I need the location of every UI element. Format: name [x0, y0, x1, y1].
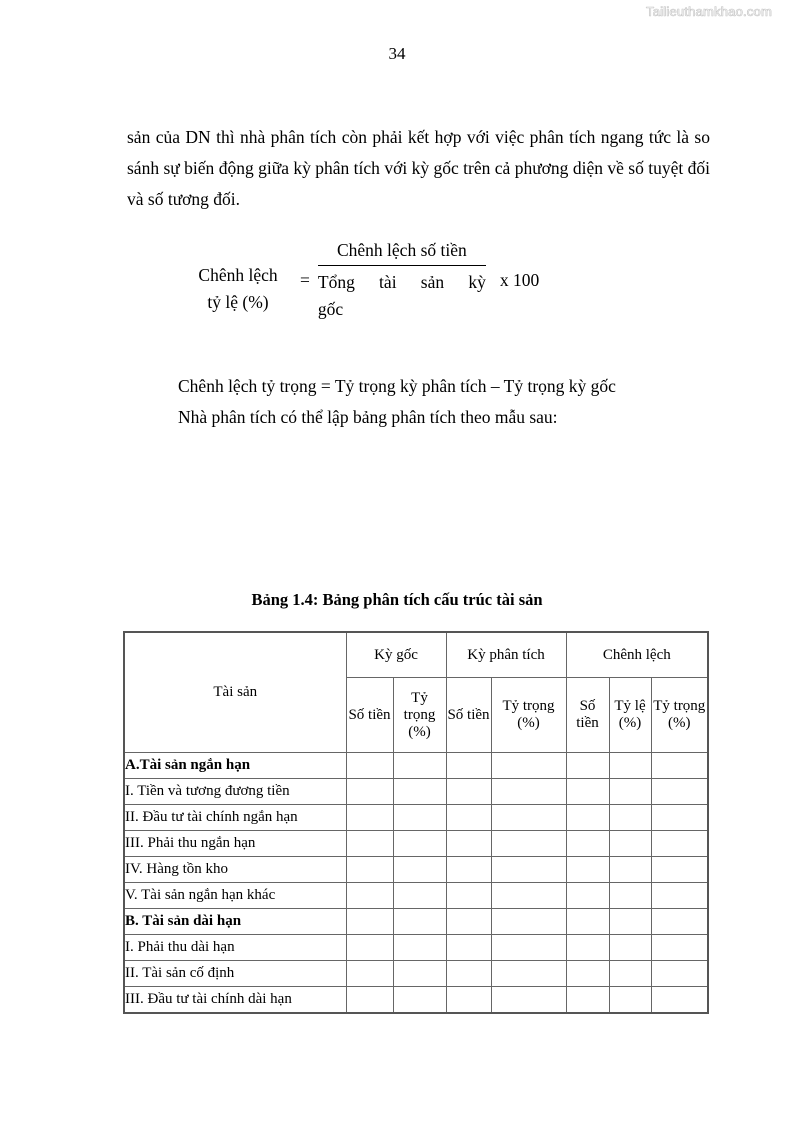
row-label: II. Tài sản cố định: [124, 961, 346, 987]
data-cell[interactable]: [346, 883, 393, 909]
percentage-difference-formula: [127, 237, 710, 323]
table-row: [124, 831, 708, 857]
table-row: [124, 883, 708, 909]
data-cell[interactable]: [393, 857, 446, 883]
data-cell[interactable]: [651, 935, 708, 961]
header-base-amount: Số tiền: [346, 678, 393, 753]
row-label: III. Phải thu ngắn hạn: [124, 831, 346, 857]
table-header-group-row: [124, 632, 708, 678]
data-cell[interactable]: [446, 753, 491, 779]
data-cell[interactable]: [609, 779, 651, 805]
data-cell[interactable]: [651, 857, 708, 883]
formula-fraction: [318, 237, 486, 323]
data-cell[interactable]: [491, 935, 566, 961]
data-cell[interactable]: [346, 805, 393, 831]
data-cell[interactable]: [566, 935, 609, 961]
data-cell[interactable]: [651, 831, 708, 857]
data-cell[interactable]: [609, 909, 651, 935]
intro-paragraph: sản của DN thì nhà phân tích còn phải kết hợp với việc phân tích ngang tức là so sánh sự biến động giữa kỳ phân tích với kỳ gốc trên cả phương diện về số tuyệt đối và số tương đối.: [127, 127, 710, 209]
data-cell[interactable]: [346, 961, 393, 987]
table-body: [124, 753, 708, 1014]
data-cell[interactable]: [346, 909, 393, 935]
data-cell[interactable]: [446, 987, 491, 1014]
data-cell[interactable]: [609, 753, 651, 779]
data-cell[interactable]: [346, 831, 393, 857]
data-cell[interactable]: [566, 987, 609, 1014]
data-cell[interactable]: [446, 961, 491, 987]
table-row: [124, 857, 708, 883]
row-label: A.Tài sản ngắn hạn: [124, 753, 346, 779]
data-cell[interactable]: [446, 779, 491, 805]
data-cell[interactable]: [566, 961, 609, 987]
data-cell[interactable]: [393, 831, 446, 857]
formula-multiplier: x 100: [499, 270, 540, 290]
data-cell[interactable]: [446, 805, 491, 831]
data-cell[interactable]: [651, 779, 708, 805]
row-label: I. Phải thu dài hạn: [124, 935, 346, 961]
data-cell[interactable]: [491, 753, 566, 779]
row-label: V. Tài sản ngắn hạn khác: [124, 883, 346, 909]
data-cell[interactable]: [609, 857, 651, 883]
page-number: 34: [388, 44, 406, 63]
statement-proportion-difference: Chênh lệch tỷ trọng = Tỷ trọng kỳ phân tích – Tỷ trọng kỳ gốc: [178, 376, 616, 396]
document-body: [127, 122, 710, 433]
formula-numerator: Chênh lệch số tiền: [336, 240, 467, 260]
data-cell[interactable]: [446, 831, 491, 857]
data-cell[interactable]: [491, 909, 566, 935]
data-cell[interactable]: [491, 883, 566, 909]
data-cell[interactable]: [446, 909, 491, 935]
header-group-difference: Chênh lệch: [566, 632, 708, 678]
data-cell[interactable]: [651, 987, 708, 1014]
data-cell[interactable]: [609, 831, 651, 857]
table-caption: Bảng 1.4: Bảng phân tích cấu trúc tài sản: [251, 590, 543, 609]
header-base-proportion: Tỷ trọng (%): [393, 678, 446, 753]
data-cell[interactable]: [393, 753, 446, 779]
data-cell[interactable]: [566, 805, 609, 831]
data-cell[interactable]: [346, 857, 393, 883]
table-header: [124, 632, 708, 753]
data-cell[interactable]: [609, 883, 651, 909]
data-cell[interactable]: [566, 883, 609, 909]
data-cell[interactable]: [566, 753, 609, 779]
data-cell[interactable]: [491, 831, 566, 857]
data-cell[interactable]: [566, 857, 609, 883]
table-row: [124, 805, 708, 831]
asset-structure-table: [123, 631, 709, 1014]
data-cell[interactable]: [393, 909, 446, 935]
statements-block: [127, 371, 710, 433]
data-cell[interactable]: [651, 909, 708, 935]
data-cell[interactable]: [393, 883, 446, 909]
row-label: III. Đầu tư tài chính dài hạn: [124, 987, 346, 1014]
site-watermark: Tailieuthamkhao.com: [646, 4, 772, 19]
data-cell[interactable]: [393, 961, 446, 987]
table-row: [124, 935, 708, 961]
formula-lhs-line2: tỷ lệ (%): [207, 292, 269, 312]
row-label: B. Tài sản dài hạn: [124, 909, 346, 935]
data-cell[interactable]: [393, 779, 446, 805]
row-label: I. Tiền và tương đương tiền: [124, 779, 346, 805]
data-cell[interactable]: [446, 857, 491, 883]
header-analysis-proportion: Tỷ trọng (%): [491, 678, 566, 753]
data-cell[interactable]: [346, 753, 393, 779]
data-cell[interactable]: [446, 935, 491, 961]
row-label: II. Đầu tư tài chính ngắn hạn: [124, 805, 346, 831]
data-cell[interactable]: [491, 961, 566, 987]
data-cell[interactable]: [446, 883, 491, 909]
data-cell[interactable]: [491, 857, 566, 883]
data-cell[interactable]: [346, 935, 393, 961]
data-cell[interactable]: [609, 935, 651, 961]
header-difference-proportion: Tỷ trọng (%): [651, 678, 708, 753]
data-cell[interactable]: [491, 987, 566, 1014]
asset-structure-table-container: [123, 631, 707, 1014]
formula-denominator-line2: gốc: [317, 299, 344, 319]
row-label: IV. Hàng tồn kho: [124, 857, 346, 883]
data-cell[interactable]: [346, 987, 393, 1014]
formula-left-side: [184, 237, 292, 316]
table-row: [124, 909, 708, 935]
data-cell[interactable]: [651, 805, 708, 831]
data-cell[interactable]: [393, 935, 446, 961]
data-cell[interactable]: [609, 987, 651, 1014]
header-analysis-amount: Số tiền: [446, 678, 491, 753]
data-cell[interactable]: [609, 961, 651, 987]
statement-table-intro: Nhà phân tích có thể lập bảng phân tích theo mẫu sau:: [178, 407, 558, 427]
header-difference-rate: Tỷ lệ (%): [609, 678, 651, 753]
table-row: [124, 753, 708, 779]
data-cell[interactable]: [651, 883, 708, 909]
header-group-analysis-period: Kỳ phân tích: [446, 632, 566, 678]
data-cell[interactable]: [491, 805, 566, 831]
table-row: [124, 779, 708, 805]
data-cell[interactable]: [346, 779, 393, 805]
header-group-base-period: Kỳ gốc: [346, 632, 446, 678]
data-cell[interactable]: [651, 961, 708, 987]
data-cell[interactable]: [651, 753, 708, 779]
data-cell[interactable]: [393, 805, 446, 831]
data-cell[interactable]: [566, 909, 609, 935]
formula-denominator: [318, 266, 486, 323]
data-cell[interactable]: [393, 987, 446, 1014]
equals-sign: =: [300, 270, 310, 290]
header-difference-amount: Số tiền: [566, 678, 609, 753]
data-cell[interactable]: [566, 779, 609, 805]
data-cell[interactable]: [491, 779, 566, 805]
formula-lhs-line1: Chênh lệch: [198, 265, 278, 285]
header-asset-column: Tài sản: [124, 632, 346, 753]
table-row: [124, 961, 708, 987]
data-cell[interactable]: [609, 805, 651, 831]
data-cell[interactable]: [566, 831, 609, 857]
formula-denominator-line1: Tổng tài sản kỳ: [317, 272, 486, 292]
table-row: [124, 987, 708, 1014]
